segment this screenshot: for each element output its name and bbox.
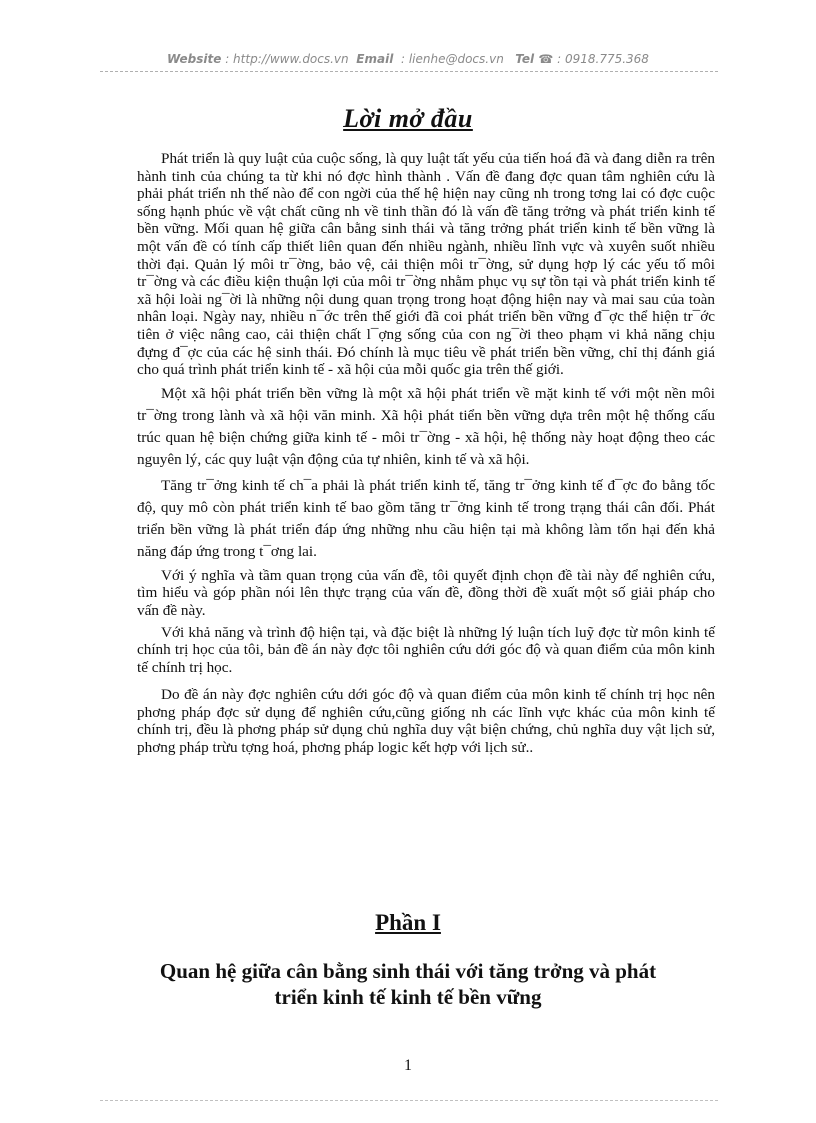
footer-divider — [100, 1100, 718, 1101]
paragraph-growth: Tăng tr¯ởng kinh tế ch¯a phải là phát triển kinh tế, tăng tr¯ởng kinh tế đ¯ợc đo bằng tốc độ, quy mô còn phát triển kinh tế bao gồm tăng tr¯ởng kinh tế trong trạng thái cân đối. Phát triển bền vững là phát triển đáp ứng những nhu cầu hiện tại mà không làm tổn hại đến khả năng đáp ứng trong t¯ơng lai. — [137, 476, 715, 560]
section-subtitle: Quan hệ giữa cân bằng sinh thái với tăng trởng và phát triển kinh tế kinh tế bền vững — [159, 959, 657, 1009]
paragraph-intro: Phát triển là quy luật của cuộc sống, là quy luật tất yếu của tiến hoá đã và đang diễn ra trên hành tinh của chúng ta từ khi nó đợc hình thành . Vấn đề đang đợc quan tâm nghiên cứu là phải phát triển nh thế nào để con ngời của thế hệ hiện nay cũng nh trong tơng lai có đợc cuộc sống hạnh phúc về vật chất cũng nh về tinh thần đó là vấn đề tăng trởng và phát triển kinh tế bền vững. Mối quan hệ giữa cân bằng sinh thái và tăng trởng phát triển kinh tế bền vững là một vấn đề có tính cấp thiết liên quan đến nhiều ngành, nhiều lĩnh vực và xuyên suốt nhiều thời đại. Quản lý môi tr¯ờng, bảo vệ, cải thiện môi tr¯ờng, sử dụng hợp lý các yếu tố môi tr¯ờng và các điều kiện thuận lợi của môi tr¯ờng nhằm phục vụ sự tồn tại và phát triển kinh tế xã hội loài ng¯ời là những nội dung quan trọng trong hoạt động hiện nay và mai sau của toàn nhân loại. Ngày nay, nhiều n¯ớc trên thế giới đã coi phát triển bền vững đ¯ợc thể hiện tr¯ớc tiên ở việc nâng cao, cải thiện chất l¯ợng sống của con ng¯ời theo phạm vi khả năng chịu đựng đ¯ợc của các hệ sinh thái. Đó chính là mục tiêu về phát triển bền vững, chỉ thị đánh giá cho quá trình phát triển kinh tế - xã hội của mỗi quốc gia trên thế giới. — [137, 150, 715, 379]
header-tel-label: Tel ☎ — [515, 52, 554, 66]
header-email-value: : lienhe@docs.vn — [400, 52, 504, 66]
document-title: Lời mở đầu — [343, 104, 473, 133]
page-header — [0, 52, 816, 66]
header-email-label: Email — [356, 52, 394, 66]
section-title: Phần I — [375, 910, 441, 935]
paragraph-capability: Với khả năng và trình độ hiện tại, và đặc biệt là những lý luận tích luỹ đợc từ môn kinh tế chính trị học của tôi, bản đề án này đợc tôi nghiên cứu dới góc độ và quan điểm của môn kinh tế chính trị học. — [137, 623, 715, 676]
paragraph-sustainable-society: Một xã hội phát triển bền vững là một xã hội phát triển về mặt kinh tế với một nền môi tr¯ờng trong lành và xã hội văn minh. Xã hội phát tiển bền vững dựa trên một hệ thống cấu trúc quan hệ biện chứng giữa kinh tế - môi tr¯ờng - xã hội, hệ thống này hoạt động theo các nguyên lý, các quy luật vận động của tự nhiên, kinh tế và xã hội. — [137, 384, 715, 468]
document-body — [137, 150, 715, 761]
header-divider — [100, 71, 718, 72]
paragraph-method: Do đề án này đợc nghiên cứu dới góc độ và quan điểm của môn kinh tế chính trị học nên phơng pháp đợc sử dụng để nghiên cứu,cũng giống nh các lĩnh vực khác của môn kinh tế chính trị, đều là phơng pháp sử dụng chủ nghĩa duy vật biện chứng, chủ nghĩa duy vật lịch sử, phơng pháp trừu tợng hoá, phơng pháp logic kết hợp với lịch sử.. — [137, 686, 715, 757]
page-number: 1 — [404, 1057, 412, 1074]
header-tel-value: : 0918.775.368 — [557, 52, 649, 66]
paragraph-significance: Với ý nghĩa và tầm quan trọng của vấn đề, tôi quyết định chọn đề tài này để nghiên cứu, tìm hiểu và góp phần nói lên thực trạng của vấn đề, đồng thời đề xuất một số giải pháp cho vấn đề này. — [137, 566, 715, 619]
header-website-value: : http://www.docs.vn — [225, 52, 349, 66]
header-website-label: Website — [167, 52, 222, 66]
